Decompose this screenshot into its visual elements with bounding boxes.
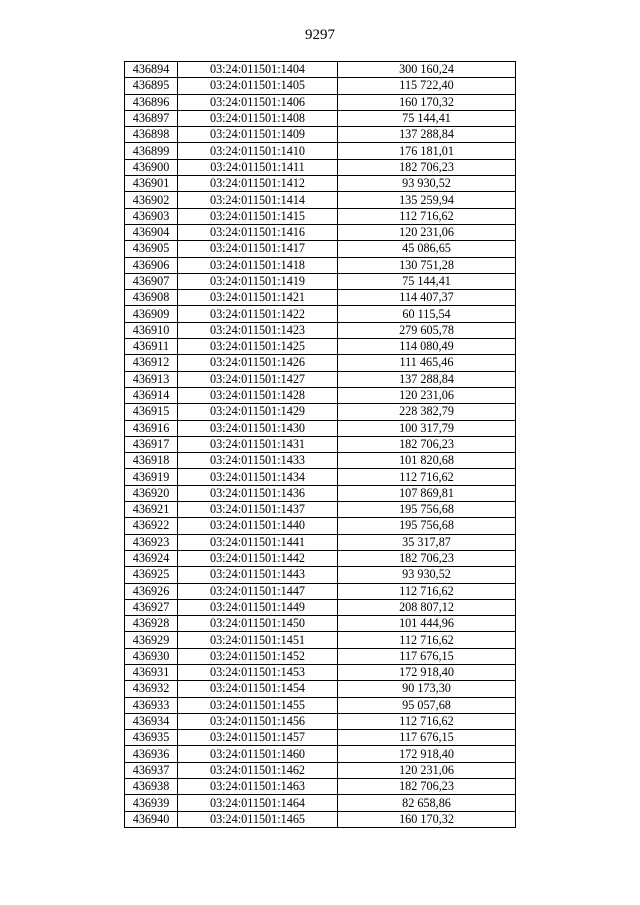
row-number-cell: 436922: [125, 518, 178, 534]
table-body: [125, 62, 516, 828]
table-row: [125, 208, 516, 224]
cadastral-number-cell: 03:24:011501:1404: [178, 62, 338, 78]
cadastral-value-cell: 95 057,68: [338, 697, 516, 713]
cadastral-value-cell: 160 170,32: [338, 94, 516, 110]
table-row: [125, 436, 516, 452]
cadastral-value-cell: 115 722,40: [338, 78, 516, 94]
table-row: [125, 143, 516, 159]
cadastral-number-cell: 03:24:011501:1409: [178, 127, 338, 143]
row-number-cell: 436912: [125, 355, 178, 371]
row-number-cell: 436898: [125, 127, 178, 143]
row-number-cell: 436903: [125, 208, 178, 224]
cadastral-number-cell: 03:24:011501:1430: [178, 420, 338, 436]
cadastral-number-cell: 03:24:011501:1410: [178, 143, 338, 159]
cadastral-number-cell: 03:24:011501:1454: [178, 681, 338, 697]
cadastral-value-table: [124, 61, 516, 828]
row-number-cell: 436938: [125, 779, 178, 795]
table-row: [125, 469, 516, 485]
row-number-cell: 436905: [125, 241, 178, 257]
table-row: [125, 404, 516, 420]
row-number-cell: 436921: [125, 502, 178, 518]
cadastral-value-cell: 130 751,28: [338, 257, 516, 273]
table-row: [125, 339, 516, 355]
row-number-cell: 436929: [125, 632, 178, 648]
cadastral-value-cell: 93 930,52: [338, 567, 516, 583]
row-number-cell: 436908: [125, 290, 178, 306]
cadastral-value-cell: 172 918,40: [338, 664, 516, 680]
table-row: [125, 94, 516, 110]
table-row: [125, 599, 516, 615]
row-number-cell: 436897: [125, 110, 178, 126]
table-row: [125, 306, 516, 322]
cadastral-number-cell: 03:24:011501:1437: [178, 502, 338, 518]
table-row: [125, 779, 516, 795]
cadastral-value-cell: 107 869,81: [338, 485, 516, 501]
table-row: [125, 110, 516, 126]
cadastral-value-cell: 117 676,15: [338, 730, 516, 746]
cadastral-number-cell: 03:24:011501:1460: [178, 746, 338, 762]
cadastral-value-cell: 112 716,62: [338, 583, 516, 599]
table-row: [125, 62, 516, 78]
cadastral-value-cell: 195 756,68: [338, 518, 516, 534]
cadastral-number-cell: 03:24:011501:1431: [178, 436, 338, 452]
row-number-cell: 436896: [125, 94, 178, 110]
cadastral-number-cell: 03:24:011501:1426: [178, 355, 338, 371]
cadastral-value-cell: 114 407,37: [338, 290, 516, 306]
cadastral-value-cell: 117 676,15: [338, 648, 516, 664]
cadastral-value-cell: 75 144,41: [338, 110, 516, 126]
cadastral-value-cell: 182 706,23: [338, 159, 516, 175]
cadastral-value-cell: 93 930,52: [338, 176, 516, 192]
cadastral-number-cell: 03:24:011501:1450: [178, 616, 338, 632]
cadastral-number-cell: 03:24:011501:1416: [178, 224, 338, 240]
row-number-cell: 436900: [125, 159, 178, 175]
cadastral-value-cell: 114 080,49: [338, 339, 516, 355]
cadastral-number-cell: 03:24:011501:1465: [178, 811, 338, 827]
table-row: [125, 746, 516, 762]
row-number-cell: 436928: [125, 616, 178, 632]
row-number-cell: 436924: [125, 550, 178, 566]
cadastral-number-cell: 03:24:011501:1419: [178, 273, 338, 289]
table-row: [125, 159, 516, 175]
cadastral-value-cell: 75 144,41: [338, 273, 516, 289]
cadastral-value-cell: 300 160,24: [338, 62, 516, 78]
table-row: [125, 127, 516, 143]
table-row: [125, 616, 516, 632]
cadastral-value-cell: 137 288,84: [338, 127, 516, 143]
table-row: [125, 567, 516, 583]
cadastral-number-cell: 03:24:011501:1428: [178, 387, 338, 403]
cadastral-value-cell: 120 231,06: [338, 387, 516, 403]
table-row: [125, 453, 516, 469]
row-number-cell: 436911: [125, 339, 178, 355]
cadastral-number-cell: 03:24:011501:1414: [178, 192, 338, 208]
cadastral-number-cell: 03:24:011501:1433: [178, 453, 338, 469]
cadastral-value-cell: 101 820,68: [338, 453, 516, 469]
cadastral-number-cell: 03:24:011501:1412: [178, 176, 338, 192]
row-number-cell: 436902: [125, 192, 178, 208]
row-number-cell: 436895: [125, 78, 178, 94]
cadastral-number-cell: 03:24:011501:1447: [178, 583, 338, 599]
row-number-cell: 436936: [125, 746, 178, 762]
table-row: [125, 583, 516, 599]
cadastral-value-cell: 101 444,96: [338, 616, 516, 632]
cadastral-value-cell: 100 317,79: [338, 420, 516, 436]
page-number: 9297: [305, 27, 335, 43]
table-row: [125, 730, 516, 746]
row-number-cell: 436934: [125, 713, 178, 729]
table-row: [125, 713, 516, 729]
cadastral-value-cell: 176 181,01: [338, 143, 516, 159]
cadastral-number-cell: 03:24:011501:1408: [178, 110, 338, 126]
cadastral-number-cell: 03:24:011501:1462: [178, 762, 338, 778]
cadastral-value-cell: 120 231,06: [338, 762, 516, 778]
cadastral-number-cell: 03:24:011501:1405: [178, 78, 338, 94]
row-number-cell: 436899: [125, 143, 178, 159]
table-row: [125, 811, 516, 827]
row-number-cell: 436918: [125, 453, 178, 469]
cadastral-number-cell: 03:24:011501:1440: [178, 518, 338, 534]
cadastral-number-cell: 03:24:011501:1452: [178, 648, 338, 664]
row-number-cell: 436916: [125, 420, 178, 436]
table-row: [125, 192, 516, 208]
row-number-cell: 436906: [125, 257, 178, 273]
cadastral-value-cell: 120 231,06: [338, 224, 516, 240]
table-row: [125, 290, 516, 306]
cadastral-number-cell: 03:24:011501:1453: [178, 664, 338, 680]
cadastral-number-cell: 03:24:011501:1429: [178, 404, 338, 420]
cadastral-value-cell: 90 173,30: [338, 681, 516, 697]
cadastral-value-cell: 172 918,40: [338, 746, 516, 762]
row-number-cell: 436915: [125, 404, 178, 420]
row-number-cell: 436907: [125, 273, 178, 289]
cadastral-value-cell: 182 706,23: [338, 550, 516, 566]
table-row: [125, 485, 516, 501]
row-number-cell: 436920: [125, 485, 178, 501]
cadastral-number-cell: 03:24:011501:1417: [178, 241, 338, 257]
row-number-cell: 436904: [125, 224, 178, 240]
cadastral-value-cell: 35 317,87: [338, 534, 516, 550]
table-row: [125, 371, 516, 387]
cadastral-number-cell: 03:24:011501:1427: [178, 371, 338, 387]
cadastral-number-cell: 03:24:011501:1449: [178, 599, 338, 615]
row-number-cell: 436933: [125, 697, 178, 713]
cadastral-number-cell: 03:24:011501:1463: [178, 779, 338, 795]
table-row: [125, 322, 516, 338]
row-number-cell: 436894: [125, 62, 178, 78]
table-row: [125, 355, 516, 371]
table-row: [125, 550, 516, 566]
table-row: [125, 795, 516, 811]
row-number-cell: 436913: [125, 371, 178, 387]
cadastral-value-cell: 182 706,23: [338, 436, 516, 452]
table-row: [125, 632, 516, 648]
row-number-cell: 436937: [125, 762, 178, 778]
cadastral-number-cell: 03:24:011501:1455: [178, 697, 338, 713]
cadastral-number-cell: 03:24:011501:1456: [178, 713, 338, 729]
cadastral-number-cell: 03:24:011501:1434: [178, 469, 338, 485]
cadastral-value-cell: 137 288,84: [338, 371, 516, 387]
cadastral-value-cell: 112 716,62: [338, 469, 516, 485]
cadastral-number-cell: 03:24:011501:1464: [178, 795, 338, 811]
cadastral-number-cell: 03:24:011501:1441: [178, 534, 338, 550]
cadastral-number-cell: 03:24:011501:1415: [178, 208, 338, 224]
cadastral-value-cell: 160 170,32: [338, 811, 516, 827]
row-number-cell: 436935: [125, 730, 178, 746]
table-row: [125, 534, 516, 550]
row-number-cell: 436939: [125, 795, 178, 811]
cadastral-number-cell: 03:24:011501:1418: [178, 257, 338, 273]
cadastral-value-cell: 208 807,12: [338, 599, 516, 615]
cadastral-number-cell: 03:24:011501:1411: [178, 159, 338, 175]
row-number-cell: 436901: [125, 176, 178, 192]
cadastral-value-cell: 279 605,78: [338, 322, 516, 338]
table-row: [125, 273, 516, 289]
cadastral-number-cell: 03:24:011501:1436: [178, 485, 338, 501]
table-row: [125, 257, 516, 273]
row-number-cell: 436923: [125, 534, 178, 550]
table-row: [125, 387, 516, 403]
table-row: [125, 420, 516, 436]
table-row: [125, 502, 516, 518]
cadastral-value-cell: 82 658,86: [338, 795, 516, 811]
row-number-cell: 436932: [125, 681, 178, 697]
cadastral-value-cell: 112 716,62: [338, 713, 516, 729]
row-number-cell: 436917: [125, 436, 178, 452]
cadastral-number-cell: 03:24:011501:1443: [178, 567, 338, 583]
cadastral-number-cell: 03:24:011501:1423: [178, 322, 338, 338]
cadastral-number-cell: 03:24:011501:1451: [178, 632, 338, 648]
cadastral-number-cell: 03:24:011501:1422: [178, 306, 338, 322]
row-number-cell: 436940: [125, 811, 178, 827]
row-number-cell: 436926: [125, 583, 178, 599]
cadastral-value-cell: 60 115,54: [338, 306, 516, 322]
table-row: [125, 518, 516, 534]
cadastral-value-cell: 45 086,65: [338, 241, 516, 257]
row-number-cell: 436910: [125, 322, 178, 338]
row-number-cell: 436914: [125, 387, 178, 403]
row-number-cell: 436927: [125, 599, 178, 615]
row-number-cell: 436925: [125, 567, 178, 583]
table-row: [125, 648, 516, 664]
cadastral-number-cell: 03:24:011501:1457: [178, 730, 338, 746]
table-row: [125, 224, 516, 240]
row-number-cell: 436931: [125, 664, 178, 680]
table-row: [125, 241, 516, 257]
cadastral-value-cell: 135 259,94: [338, 192, 516, 208]
table-row: [125, 762, 516, 778]
table-row: [125, 664, 516, 680]
cadastral-value-cell: 228 382,79: [338, 404, 516, 420]
table-row: [125, 78, 516, 94]
cadastral-value-cell: 182 706,23: [338, 779, 516, 795]
cadastral-value-cell: 112 716,62: [338, 208, 516, 224]
cadastral-value-cell: 112 716,62: [338, 632, 516, 648]
row-number-cell: 436919: [125, 469, 178, 485]
table-row: [125, 176, 516, 192]
row-number-cell: 436930: [125, 648, 178, 664]
cadastral-value-cell: 195 756,68: [338, 502, 516, 518]
cadastral-value-cell: 111 465,46: [338, 355, 516, 371]
table-row: [125, 681, 516, 697]
row-number-cell: 436909: [125, 306, 178, 322]
cadastral-number-cell: 03:24:011501:1406: [178, 94, 338, 110]
cadastral-number-cell: 03:24:011501:1421: [178, 290, 338, 306]
table-row: [125, 697, 516, 713]
cadastral-number-cell: 03:24:011501:1442: [178, 550, 338, 566]
cadastral-number-cell: 03:24:011501:1425: [178, 339, 338, 355]
